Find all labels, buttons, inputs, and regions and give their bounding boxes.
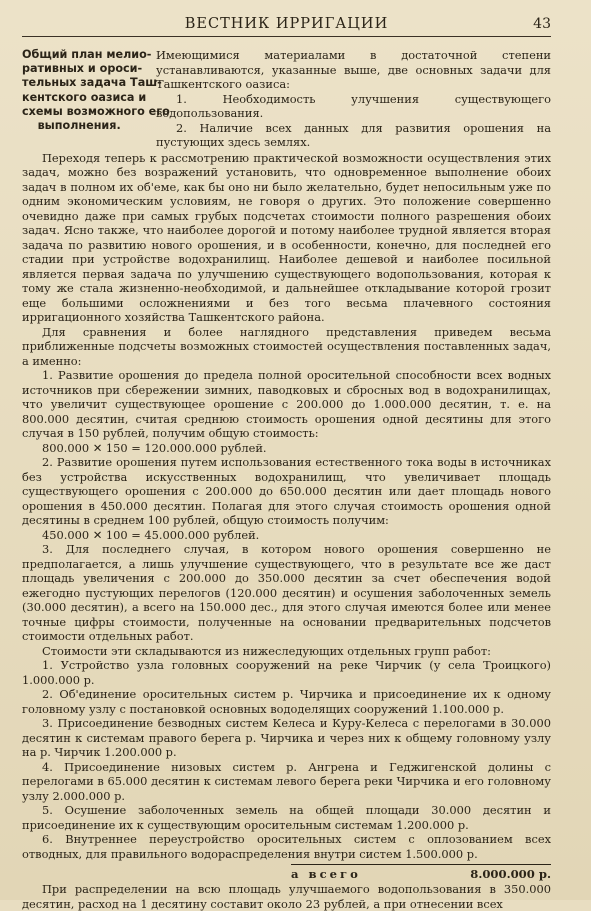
work-item-4 xyxy=(22,760,551,804)
work-item-amount: 1.200.000 р. xyxy=(104,745,177,759)
work-item-3 xyxy=(22,716,551,760)
work-item-6 xyxy=(22,832,551,861)
work-item-2 xyxy=(22,687,551,716)
intro-text xyxy=(156,48,551,150)
work-item-text: 3. Присоединение безводных систем Келеса и Куру-Келеса с перелогами в 30.000 десятин к системам правого берега р. Чирчика и через них к общему головному узлу на р. Чирчик xyxy=(22,716,551,759)
paragraph-case-1: 1. Развитие орошения до предела полной оросительной способности всех водных источников при сбережении зимних, паводковых и сбросных вод в водохранилищах, что увеличит существующее орошение с 200.000 до 1.000.000 десятин, т. е. на 800.000 десятин, считая среднюю стоимость орошения одной десятины для этого случая в 150 рублей, получим общую стоимость: xyxy=(22,368,551,441)
work-item-amount: 1.000.000 р. xyxy=(22,673,95,687)
work-item-amount: 1.500.000 р. xyxy=(405,847,478,861)
paragraph-case-3: 3. Для последнего случая, в котором нового орошения совершенно не предполагается, а лишь улучшение существующего, что в результате все же даст площадь увеличения с 200.000 до 350.000 десятин за счет обеспечения водой ежегодно пустующих перелогов (120.000 десятин) и осушения заболоченных земель (30.000 десятин), а всего на 150.000 дес., для этого случая имеются более или менее точные цифры стоимости, полученные на основании предварительных подсчетов стоимости отдельных работ. xyxy=(22,542,551,644)
work-item-1 xyxy=(22,658,551,687)
side-heading: Общий план мелио- ративных и ороси- тельных задача Таш- кентского оазиса и схемы возможного его выполнения. xyxy=(22,48,150,150)
work-item-text: 5. Осушение заболоченных земель на общей площади 30.000 десятин и присоединение их к существующим оросительным системам xyxy=(22,803,551,832)
calculation-2: 450.000 ✕ 100 = 45.000.000 рублей. xyxy=(22,528,551,543)
work-item-text: 4. Присоединение низовых систем р. Ангрена и Геджигенской долины с перелогами в 65.000 десятин к системам левого берега реки Чирчика и его головному узлу xyxy=(22,760,551,803)
work-item-amount: 1.200.000 р. xyxy=(396,818,469,832)
journal-title: ВЕСТНИК ИРРИГАЦИИ xyxy=(22,16,551,32)
work-item-text: 2. Об'единение оросительных систем р. Чирчика и присоединение их к одному головному узлу с постановкой основных вододелящих сооружений xyxy=(22,687,551,716)
paragraph-closing: При распределении на всю площадь улучшаемого водопользования в 350.000 десятин, расход на 1 десятину составит около 23 рублей, а при отнесении всех xyxy=(22,882,551,911)
works-list xyxy=(22,658,551,861)
work-item-text: 6. Внутреннее переустройство оросительных систем с оплозованием всех отводных, для правильного водораспределения внутри систем xyxy=(22,832,551,861)
intro-task-1: 1. Необходимость улучшения существующего водопользования. xyxy=(156,92,551,121)
paragraph-works-intro: Стоимости эти складываются из нижеследующих отдельных групп работ: xyxy=(22,644,551,659)
intro-block xyxy=(22,48,551,150)
running-header xyxy=(22,14,551,40)
paragraph-comparison: Для сравнения и более наглядного представления приведем весьма приближенные подсчеты возможных стоимостей осуществления поставленных задач, а именно: xyxy=(22,325,551,369)
work-item-5 xyxy=(22,803,551,832)
paragraph-case-2: 2. Развитие орошения путем использования естественного тока воды в источниках без устройства искусственных водохранилищ, что увеличивает площадь существующего орошения с 200.000 до 650.000 десятин или дает площадь нового орошения в 450.000 десятин. Полагая для этого случая стоимость орошения одной десятины в среднем 100 рублей, общую стоимость получим: xyxy=(22,455,551,528)
main-text xyxy=(22,151,551,911)
calculation-1: 800.000 ✕ 150 = 120.000.000 рублей. xyxy=(22,441,551,456)
page-number: 43 xyxy=(533,16,551,32)
header-rule xyxy=(22,36,551,37)
work-item-text: 1. Устройство узла головных сооружений на реке Чирчик (у села Троицкого) xyxy=(42,658,551,672)
work-item-amount: 2.000.000 р. xyxy=(52,789,125,803)
total-label: а всего xyxy=(291,864,451,882)
intro-task-2: 2. Наличие всех данных для развития орошения на пустующих здесь землях. xyxy=(156,121,551,150)
paragraph-feasibility: Переходя теперь к рассмотрению практической возможности осуществления этих задач, можно без возражений установить, что одновременное выполнение обоих задач в полном их об'еме, как бы оно ни было желательно, будет непосильным уже по одним экономическим условиям, не говоря о других. Это положение совершенно очевидно даже при самых грубых подсчетах стоимости полного разрешения обоих задач. Ясно также, что наиболее дорогой и потому наиболее трудной является вторая задача по развитию нового орошения, и в особенности, конечно, для последней его стадии при устройстве водохранилищ. Наиболее дешевой и наиболее посильной является первая задача по улучшению существующего водопользования, которая к тому же стала жизненно-необходимой, и дальнейшее откладывание которой грозит еще большими осложнениями и без того весьма плачевного состояния ирригационного хозяйства Ташкентского района. xyxy=(22,151,551,325)
work-item-amount: 1.100.000 р. xyxy=(431,702,504,716)
total-amount: 8.000.000 р. xyxy=(451,864,551,882)
intro-paragraph: Имеющимися материалами в достаточной степени устанавливаются, указанные выше, две основных задачи для Ташкентского оазиса: xyxy=(156,48,551,92)
total-row xyxy=(22,864,551,882)
